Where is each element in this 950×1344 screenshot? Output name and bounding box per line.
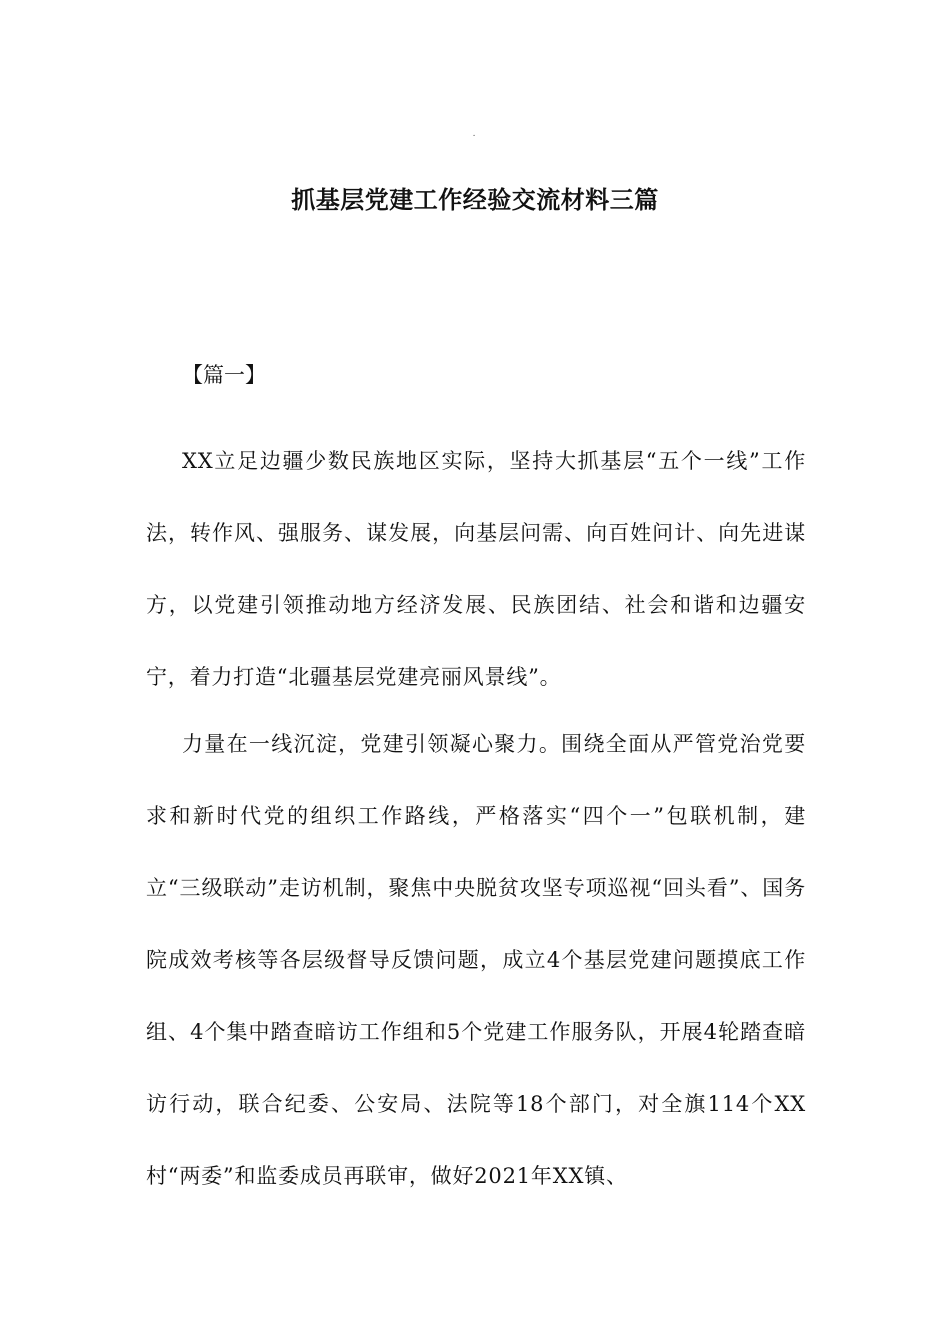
- header-mark: .: [472, 129, 476, 139]
- paragraph-1: XX立足边疆少数民族地区实际，坚持大抓基层“五个一线”工作法，转作风、强服务、谋发展，向基层问需、向百姓问计、向先进谋方，以党建引领推动地方经济发展、民族团结、社会和谐和边疆安宁，着力打造“北疆基层党建亮丽风景线”。: [146, 449, 806, 689]
- section-label: 【篇一】: [182, 363, 266, 387]
- paragraph-2: 力量在一线沉淀，党建引领凝心聚力。围绕全面从严管党治党要求和新时代党的组织工作路线，严格落实“四个一”包联机制，建立“三级联动”走访机制，聚焦中央脱贫攻坚专项巡视“回头看”、国务院成效考核等各层级督导反馈问题，成立4个基层党建问题摸底工作组、4个集中踏查暗访工作组和5个党建工作服务队，开展4轮踏查暗访行动，联合纪委、公安局、法院等18个部门，对全旗114个XX村“两委”和监委成员再联审，做好2021年XX镇、: [146, 732, 806, 1188]
- document-title: 抓基层党建工作经验交流材料三篇: [291, 186, 659, 214]
